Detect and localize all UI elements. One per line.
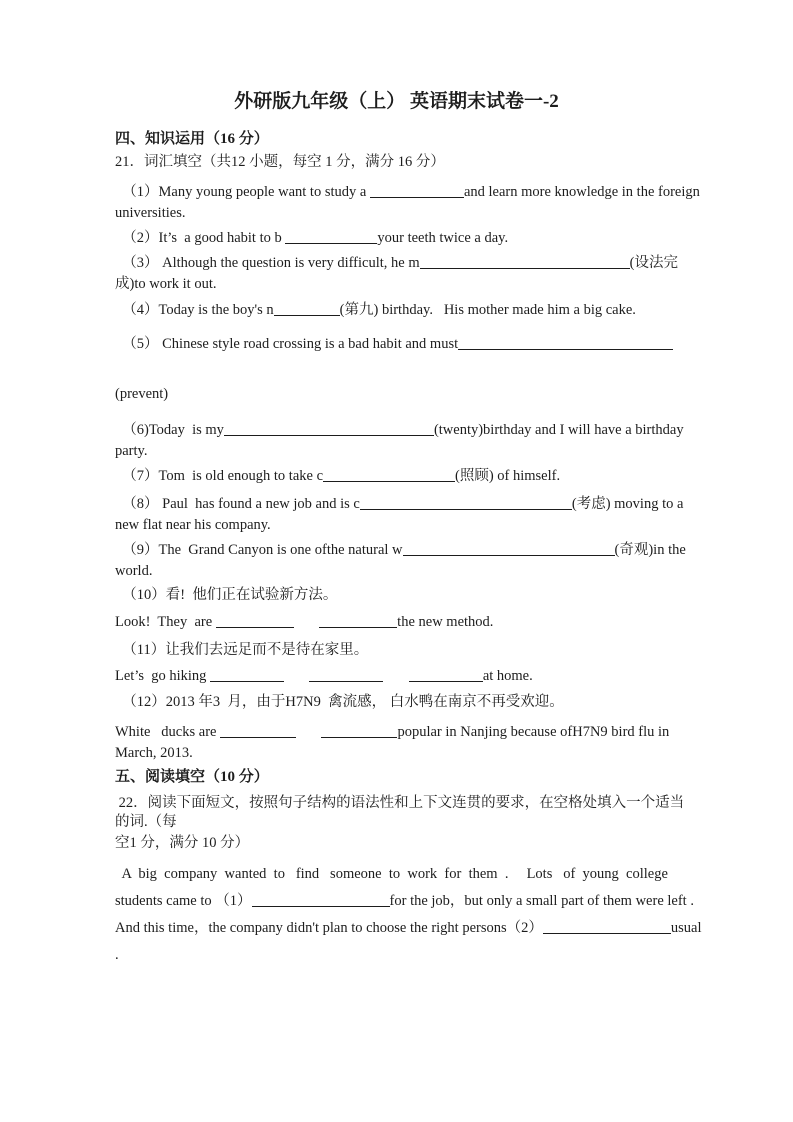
document-content (115, 128, 702, 969)
text-run: at home. (482, 668, 533, 684)
page-title: 外研版九年级（上） 英语期末试卷一-2 (234, 91, 559, 112)
text-run (383, 668, 408, 684)
text-run: party. (115, 443, 148, 459)
text-run: （6)Today is my (115, 422, 224, 438)
q22-intro2 (115, 833, 678, 854)
text-line (115, 794, 685, 813)
sec5-heading (115, 766, 678, 788)
sec4-heading (115, 128, 678, 150)
text-line (115, 666, 678, 687)
text-run: White ducks are (115, 724, 221, 740)
fill-in-blank-underline (543, 919, 671, 934)
text-run (284, 668, 309, 684)
fill-in-blank-underline (252, 892, 390, 907)
text-run: （2）It’s a good habit to b (115, 230, 286, 246)
text-run: (设法完 (629, 255, 678, 271)
fill-in-blank-underline (370, 183, 464, 198)
text-run: 的词.（每 (115, 814, 177, 830)
text-line (115, 766, 678, 788)
q21-2 (115, 228, 678, 249)
text-run: (第九) birthday. His mother made him a big cake. (339, 302, 636, 318)
text-run: popular in Nanjing because ofH7N9 bird flu in (397, 724, 670, 740)
text-run: （7）Tom is old enough to take c (115, 468, 323, 484)
text-line (115, 743, 678, 764)
text-run: and learn more knowledge in the foreign (463, 184, 700, 200)
text-run: new flat near his company. (115, 517, 271, 533)
fill-in-blank-underline (458, 335, 673, 350)
q21-11-en (115, 666, 678, 687)
text-line (115, 585, 678, 606)
text-run: 空1 分，满分 10 分） (115, 835, 250, 851)
text-run (296, 724, 321, 740)
text-run: 21．词汇填空（共12 小题，每空 1 分，满分 16 分） (115, 154, 445, 170)
text-line (115, 203, 678, 224)
text-line (115, 640, 678, 661)
text-line (115, 274, 678, 295)
text-line (115, 515, 678, 536)
text-run: (奇观)in the (614, 542, 686, 558)
fill-in-blank-underline (321, 723, 397, 738)
text-line (115, 441, 678, 462)
text-run: Let’s go hiking (115, 668, 211, 684)
text-run: (twenty)birthday and I will have a birthday (433, 422, 684, 438)
text-run: the new method. (397, 614, 494, 630)
q21-4 (115, 300, 678, 321)
fill-in-blank-underline (409, 667, 483, 682)
q21-3 (115, 253, 678, 295)
text-line (115, 128, 678, 150)
text-run: . (115, 947, 119, 963)
q21-5 (115, 334, 678, 355)
text-line (115, 540, 686, 561)
text-line (115, 182, 700, 203)
q21-12-cn (115, 692, 678, 713)
q21-9 (115, 540, 686, 582)
q21-1 (115, 182, 700, 224)
fill-in-blank-underline (420, 254, 630, 269)
text-run: 成)to work it out. (115, 276, 217, 292)
text-run: students came to （1） (115, 893, 252, 909)
q21-12-en (115, 722, 678, 764)
q22-intro (115, 794, 685, 832)
text-line (115, 612, 678, 633)
text-run: universities. (115, 205, 186, 221)
text-line (115, 813, 678, 832)
text-run (294, 614, 319, 630)
text-line (115, 253, 678, 274)
fill-in-blank-underline (323, 467, 455, 482)
text-line (115, 384, 678, 405)
text-line (115, 420, 684, 441)
text-run: 22．阅读下面短文，按照句子结构的语法性和上下文连贯的要求，在空格处填入一个适当 (115, 795, 685, 811)
text-line (115, 152, 678, 173)
text-run: （1）Many young people want to study a (115, 184, 370, 200)
text-line (115, 861, 678, 888)
text-line (115, 833, 678, 854)
text-line (115, 466, 678, 487)
text-run: （9）The Grand Canyon is one ofthe natural w (115, 542, 403, 558)
text-run: And this time，the company didn't plan to choose the right persons（2） (115, 920, 543, 936)
text-run: for the job，but only a small part of them were left . (389, 893, 694, 909)
q21-intro (115, 152, 678, 173)
q21-10-cn (115, 585, 678, 606)
q22-passage (115, 861, 702, 969)
text-line (115, 334, 678, 355)
text-run: (照顾) of himself. (455, 468, 561, 484)
text-run: (考虑) moving to a (571, 496, 684, 512)
fill-in-blank-underline (285, 229, 377, 244)
text-line (115, 722, 678, 743)
text-line (115, 300, 678, 321)
text-line (115, 942, 678, 969)
text-line (115, 888, 694, 915)
fill-in-blank-underline (216, 613, 294, 628)
q21-8 (115, 494, 684, 536)
fill-in-blank-underline (309, 667, 383, 682)
q21-11-cn (115, 640, 678, 661)
text-run: 四、知识运用（16 分） (115, 131, 269, 147)
fill-in-blank-underline (319, 613, 397, 628)
text-run: （8） Paul has found a new job and is c (115, 496, 360, 512)
text-line (115, 561, 678, 582)
fill-in-blank-underline (220, 723, 296, 738)
q21-6 (115, 420, 684, 462)
text-run: （11）让我们去远足而不是待在家里。 (115, 642, 369, 658)
text-line (115, 494, 684, 515)
text-line (115, 915, 702, 942)
fill-in-blank-underline (210, 667, 284, 682)
text-line (115, 692, 678, 713)
text-run: 五、阅读填空（10 分） (115, 769, 269, 785)
text-run: your teeth twice a day. (377, 230, 509, 246)
text-run: usual (670, 920, 702, 936)
fill-in-blank-underline (360, 495, 572, 510)
q21-10-en (115, 612, 678, 633)
text-run: （4）Today is the boy's n (115, 302, 274, 318)
q21-7 (115, 466, 678, 487)
fill-in-blank-underline (403, 541, 615, 556)
text-run: （12）2013 年3 月，由于H7N9 禽流感， 白水鸭在南京不再受欢迎。 (115, 694, 564, 710)
text-run: （10）看! 他们正在试验新方法。 (115, 587, 338, 603)
fill-in-blank-underline (274, 301, 340, 316)
text-run: world. (115, 563, 153, 579)
text-run: A big company wanted to find someone to work for them . Lots of young college (115, 866, 668, 882)
text-run: Look! They are (115, 614, 216, 630)
text-run: （3） Although the question is very difficult, he m (115, 255, 420, 271)
fill-in-blank-underline (224, 421, 434, 436)
text-run: March, 2013. (115, 745, 193, 761)
text-line (115, 228, 678, 249)
text-run: (prevent) (115, 386, 169, 402)
prevent-note (115, 384, 678, 405)
text-run: （5） Chinese style road crossing is a bad habit and must (115, 336, 459, 352)
